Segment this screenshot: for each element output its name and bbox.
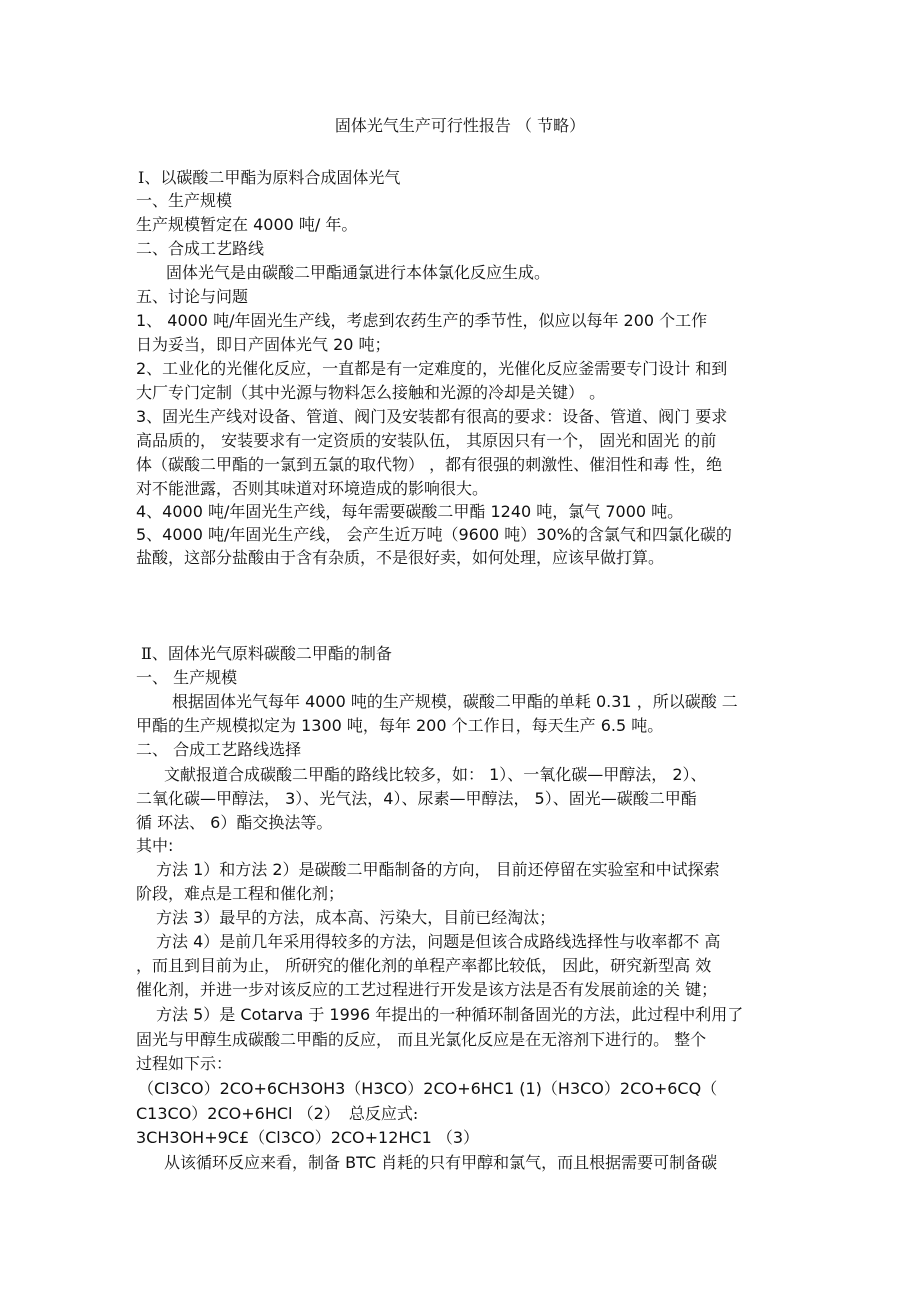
part2-section2-line: 循 环法、 6）酯交换法等。 (136, 813, 333, 832)
final-line: 从该循环反应来看，制备 BTC 肖耗的只有甲醇和氯气，而且根据需要可制备碳 (164, 1153, 718, 1172)
total-reaction-label: 总反应式: (348, 1104, 419, 1123)
part1-line: 体（碳酸二甲酯的一氯到五氯的取代物） ，都有很强的刺激性、催泪性和毒 性，绝 (136, 455, 723, 474)
part1-section5-heading: 五、讨论与问题 (136, 287, 249, 306)
part2-section2-line: 方法 4）是前几年采用得较多的方法，问题是但该合成路线选择性与收率都不 高 (156, 932, 721, 951)
part2-section1-line: 甲酯的生产规模拟定为 1300 吨，每年 200 个工作日，每天生产 6.5 吨。 (136, 716, 664, 735)
part1-line: 5、4000 吨/年固光生产线， 会产生近万吨（9600 吨）30%的含氯气和四氯化碳的 (136, 525, 732, 544)
equation-3: 3CH3OH+9C£（Cl3CO）2CO+12HC1 （3） (136, 1128, 480, 1147)
part2-section2-line: 方法 5）是 Cotarva 于 1996 年提出的一种循环制备固光的方法，此过程中利用了 (156, 1005, 744, 1024)
part2-section2-line: 方法 1）和方法 2）是碳酸二甲酯制备的方向， 目前还停留在实验室和中试探索 (156, 860, 720, 879)
part1-heading: Ⅰ、以碳酸二甲酯为原料合成固体光气 (138, 168, 401, 187)
part2-section2-line: 其中: (136, 836, 174, 855)
equation-2-text: C13CO）2CO+6HCl （2） (136, 1104, 340, 1123)
document-title: 固体光气生产可行性报告 （ 节略） (334, 116, 586, 135)
equation-1: （Cl3CO）2CO+6CH3OH3（H3CO）2CO+6HC1 (1)（H3CO）2CO+6CQ（ (138, 1079, 718, 1098)
part1-line: 高品质的， 安装要求有一定资质的安装队伍， 其原因只有一个， 固光和固光 的前 (136, 431, 717, 450)
part1-line: 盐酸，这部分盐酸由于含有杂质，不是很好卖，如何处理，应该早做打算。 (136, 548, 665, 567)
part1-line: 3、固光生产线对设备、管道、阀门及安装都有很高的要求：设备、管道、阀门 要求 (136, 407, 728, 426)
part1-line: 1、 4000 吨/年固光生产线，考虑到农药生产的季节性，似应以每年 200 个工作 (136, 311, 708, 330)
part2-section2-line: ，而且到目前为止， 所研究的催化剂的单程产率都比较低， 因此，研究新型高 效 (136, 956, 712, 975)
part2-section2-line: 过程如下示： (136, 1054, 233, 1073)
part2-heading: Ⅱ、固体光气原料碳酸二甲酯的制备 (141, 644, 392, 663)
part1-line: 4、4000 吨/年固光生产线，每年需要碳酸二甲酯 1240 吨，氯气 7000 吨。 (136, 502, 684, 521)
part1-line: 日为妥当，即日产固体光气 20 吨； (136, 335, 391, 354)
part1-section1-heading: 一、生产规模 (136, 191, 233, 210)
part2-section2-line: 方法 3）最早的方法，成本高、污染大，目前已经淘汰； (156, 908, 556, 927)
part2-section2-line: 阶段，难点是工程和催化剂； (136, 884, 345, 903)
part1-section2-text: 固体光气是由碳酸二甲酯通氯进行本体氯化反应生成。 (166, 263, 551, 282)
part2-section2-line: 催化剂，并进一步对该反应的工艺过程进行开发是该方法是否有发展前途的关 键； (136, 980, 718, 999)
part1-line: 对不能泄露，否则其味道对环境造成的影响很大。 (136, 479, 489, 498)
part1-section1-text: 生产规模暂定在 4000 吨/ 年。 (136, 215, 358, 234)
part1-line: 2、工业化的光催化反应，一直都是有一定难度的，光催化反应釜需要专门设计 和到 (136, 359, 728, 378)
part2-section2-line: 文献报道合成碳酸二甲酯的路线比较多，如： 1）、一氧化碳—甲醇法， 2）、 (164, 765, 707, 784)
part2-section2-heading: 二、 合成工艺路线选择 (136, 740, 302, 759)
part2-section1-line: 根据固体光气每年 4000 吨的生产规模，碳酸二甲酯的单耗 0.31 ，所以碳酸 二 (172, 692, 738, 711)
equation-2 (136, 1104, 418, 1124)
part2-section2-line: 二氧化碳—甲醇法， 3）、光气法，4）、尿素—甲醇法， 5）、固光—碳酸二甲酯 (136, 789, 697, 808)
part2-section1-heading: 一、 生产规模 (136, 668, 238, 687)
part1-line: 大厂专门定制（其中光源与物料怎么接触和光源的冷却是关键） 。 (136, 383, 606, 402)
part2-section2-line: 固光与甲醇生成碳酸二甲酯的反应， 而且光氯化反应是在无溶剂下进行的。 整个 (136, 1030, 707, 1049)
part1-section2-heading: 二、合成工艺路线 (136, 239, 265, 258)
